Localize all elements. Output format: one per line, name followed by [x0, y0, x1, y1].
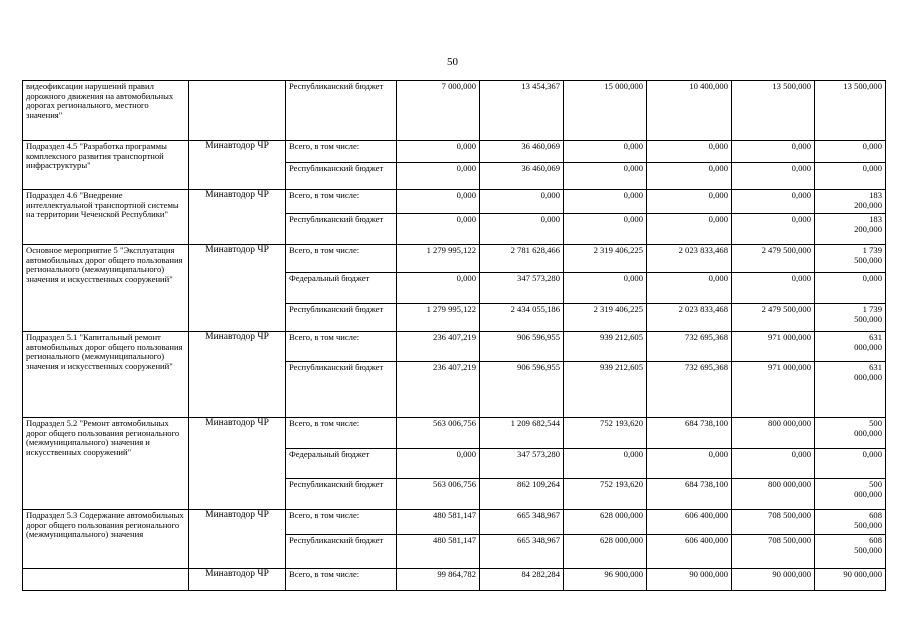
amount-cell: 0,000	[815, 449, 886, 479]
amount-cell: 0,000	[647, 141, 732, 163]
amount-cell: 0,000	[564, 141, 647, 163]
amount-cell: 500 000,000	[815, 479, 886, 510]
amount-cell: 2 023 833,468	[647, 245, 732, 273]
amount-cell: 0,000	[397, 449, 480, 479]
amount-cell: 2 319 406,225	[564, 304, 647, 332]
amount-cell: 906 596,955	[480, 362, 564, 418]
amount-cell: 606 400,000	[647, 510, 732, 535]
amount-cell: 500 000,000	[815, 418, 886, 449]
funding-source: Республиканский бюджет	[286, 304, 397, 332]
amount-cell: 1 209 682,544	[480, 418, 564, 449]
amount-cell: 665 348,967	[480, 510, 564, 535]
amount-cell: 2 434 055,186	[480, 304, 564, 332]
amount-cell: 13 500,000	[815, 81, 886, 141]
amount-cell: 752 193,620	[564, 479, 647, 510]
table-row	[23, 569, 886, 591]
amount-cell: 628 000,000	[564, 535, 647, 569]
amount-cell: 1 279 995,122	[397, 304, 480, 332]
funding-source: Всего, в том числе:	[286, 190, 397, 214]
amount-cell: 631 000,000	[815, 362, 886, 418]
page-number: 50	[447, 56, 458, 68]
amount-cell: 0,000	[732, 273, 815, 304]
amount-cell: 0,000	[564, 214, 647, 245]
amount-cell: 96 900,000	[564, 569, 647, 591]
amount-cell: 0,000	[397, 141, 480, 163]
amount-cell: 0,000	[564, 163, 647, 190]
activity-name: Основное мероприятие 5 "Эксплуатация автомобильных дорог общего пользования регионального (межмуниципального) значения и искусственных сооружений"	[23, 245, 189, 332]
amount-cell: 10 400,000	[647, 81, 732, 141]
amount-cell: 84 282,284	[480, 569, 564, 591]
amount-cell: 939 212,605	[564, 362, 647, 418]
amount-cell: 7 000,000	[397, 81, 480, 141]
amount-cell: 0,000	[732, 141, 815, 163]
activity-name: Подраздел 5.2 "Ремонт автомобильных дорог общего пользования регионального (межмуниципального) значения и искусственных сооружений"	[23, 418, 189, 510]
amount-cell: 1 279 995,122	[397, 245, 480, 273]
amount-cell: 236 407,219	[397, 362, 480, 418]
amount-cell: 0,000	[647, 163, 732, 190]
amount-cell: 2 781 628,466	[480, 245, 564, 273]
table-row	[23, 245, 886, 273]
amount-cell: 0,000	[564, 190, 647, 214]
amount-cell: 665 348,967	[480, 535, 564, 569]
amount-cell: 862 109,264	[480, 479, 564, 510]
amount-cell: 0,000	[732, 190, 815, 214]
amount-cell: 183 200,000	[815, 190, 886, 214]
amount-cell: 0,000	[815, 163, 886, 190]
activity-name: Подраздел 4.6 "Внедрение интеллектуальной транспортной системы на территории Чеченской Республики"	[23, 190, 189, 245]
amount-cell: 0,000	[564, 449, 647, 479]
amount-cell: 608 500,000	[815, 535, 886, 569]
amount-cell: 631 000,000	[815, 332, 886, 362]
amount-cell: 0,000	[564, 273, 647, 304]
table-row	[23, 190, 886, 214]
amount-cell: 939 212,605	[564, 332, 647, 362]
amount-cell: 13 454,367	[480, 81, 564, 141]
amount-cell: 0,000	[397, 163, 480, 190]
activity-name: Подраздел 5.3 Содержание автомобильных дорог общего пользования регионального (межмуниципального) значения	[23, 510, 189, 569]
executor: Минавтодор ЧР	[189, 418, 286, 510]
amount-cell: 2 319 406,225	[564, 245, 647, 273]
amount-cell: 2 479 500,000	[732, 245, 815, 273]
amount-cell: 0,000	[397, 190, 480, 214]
amount-cell: 0,000	[815, 273, 886, 304]
executor: Минавтодор ЧР	[189, 569, 286, 591]
amount-cell: 684 738,100	[647, 479, 732, 510]
funding-source: Всего, в том числе:	[286, 332, 397, 362]
amount-cell: 0,000	[815, 141, 886, 163]
amount-cell: 13 500,000	[732, 81, 815, 141]
executor: Минавтодор ЧР	[189, 190, 286, 245]
amount-cell: 0,000	[647, 273, 732, 304]
executor	[189, 81, 286, 141]
funding-source: Всего, в том числе:	[286, 245, 397, 273]
amount-cell: 608 500,000	[815, 510, 886, 535]
amount-cell: 0,000	[647, 214, 732, 245]
executor: Минавтодор ЧР	[189, 141, 286, 190]
funding-source: Республиканский бюджет	[286, 81, 397, 141]
table-row	[23, 418, 886, 449]
amount-cell: 708 500,000	[732, 535, 815, 569]
funding-source: Республиканский бюджет	[286, 362, 397, 418]
table-row	[23, 141, 886, 163]
table-row	[23, 332, 886, 362]
amount-cell: 752 193,620	[564, 418, 647, 449]
amount-cell: 90 000,000	[732, 569, 815, 591]
amount-cell: 732 695,368	[647, 332, 732, 362]
amount-cell: 906 596,955	[480, 332, 564, 362]
amount-cell: 563 006,756	[397, 418, 480, 449]
amount-cell: 0,000	[397, 214, 480, 245]
amount-cell: 347 573,280	[480, 273, 564, 304]
amount-cell: 971 000,000	[732, 362, 815, 418]
amount-cell: 606 400,000	[647, 535, 732, 569]
executor: Минавтодор ЧР	[189, 245, 286, 332]
amount-cell: 36 460,069	[480, 141, 564, 163]
amount-cell: 480 581,147	[397, 535, 480, 569]
funding-source: Всего, в том числе:	[286, 141, 397, 163]
amount-cell: 0,000	[480, 190, 564, 214]
amount-cell: 563 006,756	[397, 479, 480, 510]
table-row	[23, 81, 886, 141]
amount-cell: 2 479 500,000	[732, 304, 815, 332]
amount-cell: 800 000,000	[732, 479, 815, 510]
amount-cell: 1 739 500,000	[815, 304, 886, 332]
amount-cell: 36 460,069	[480, 163, 564, 190]
activity-name: Подраздел 4.5 "Разработка программы комплексного развития транспортной инфраструктуры"	[23, 141, 189, 190]
funding-source: Республиканский бюджет	[286, 163, 397, 190]
amount-cell: 1 739 500,000	[815, 245, 886, 273]
amount-cell: 0,000	[732, 449, 815, 479]
budget-table	[22, 80, 886, 591]
amount-cell: 684 738,100	[647, 418, 732, 449]
amount-cell: 0,000	[732, 214, 815, 245]
amount-cell: 0,000	[480, 214, 564, 245]
funding-source: Федеральный бюджет	[286, 273, 397, 304]
amount-cell: 800 000,000	[732, 418, 815, 449]
amount-cell: 0,000	[647, 449, 732, 479]
executor: Минавтодор ЧР	[189, 510, 286, 569]
amount-cell: 732 695,368	[647, 362, 732, 418]
amount-cell: 347 573,280	[480, 449, 564, 479]
amount-cell: 99 864,782	[397, 569, 480, 591]
amount-cell: 90 000,000	[647, 569, 732, 591]
funding-source: Федеральный бюджет	[286, 449, 397, 479]
funding-source: Всего, в том числе:	[286, 569, 397, 591]
funding-source: Республиканский бюджет	[286, 214, 397, 245]
amount-cell: 480 581,147	[397, 510, 480, 535]
funding-source: Республиканский бюджет	[286, 479, 397, 510]
funding-source: Всего, в том числе:	[286, 418, 397, 449]
table-row	[23, 510, 886, 535]
funding-source: Республиканский бюджет	[286, 535, 397, 569]
amount-cell: 2 023 833,468	[647, 304, 732, 332]
amount-cell: 0,000	[732, 163, 815, 190]
amount-cell: 708 500,000	[732, 510, 815, 535]
executor: Минавтодор ЧР	[189, 332, 286, 418]
amount-cell: 0,000	[647, 190, 732, 214]
activity-name	[23, 569, 189, 591]
amount-cell: 90 000,000	[815, 569, 886, 591]
amount-cell: 183 200,000	[815, 214, 886, 245]
activity-name: Подраздел 5.1 "Капитальный ремонт автомобильных дорог общего пользования регионального (межмуниципального) значения и искусственных сооружений"	[23, 332, 189, 418]
amount-cell: 628 000,000	[564, 510, 647, 535]
amount-cell: 236 407,219	[397, 332, 480, 362]
amount-cell: 0,000	[397, 273, 480, 304]
funding-source: Всего, в том числе:	[286, 510, 397, 535]
amount-cell: 15 000,000	[564, 81, 647, 141]
amount-cell: 971 000,000	[732, 332, 815, 362]
activity-name: видеофиксации нарушений правил дорожного движения на автомобильных дорогах регионального, местного значения"	[23, 81, 189, 141]
